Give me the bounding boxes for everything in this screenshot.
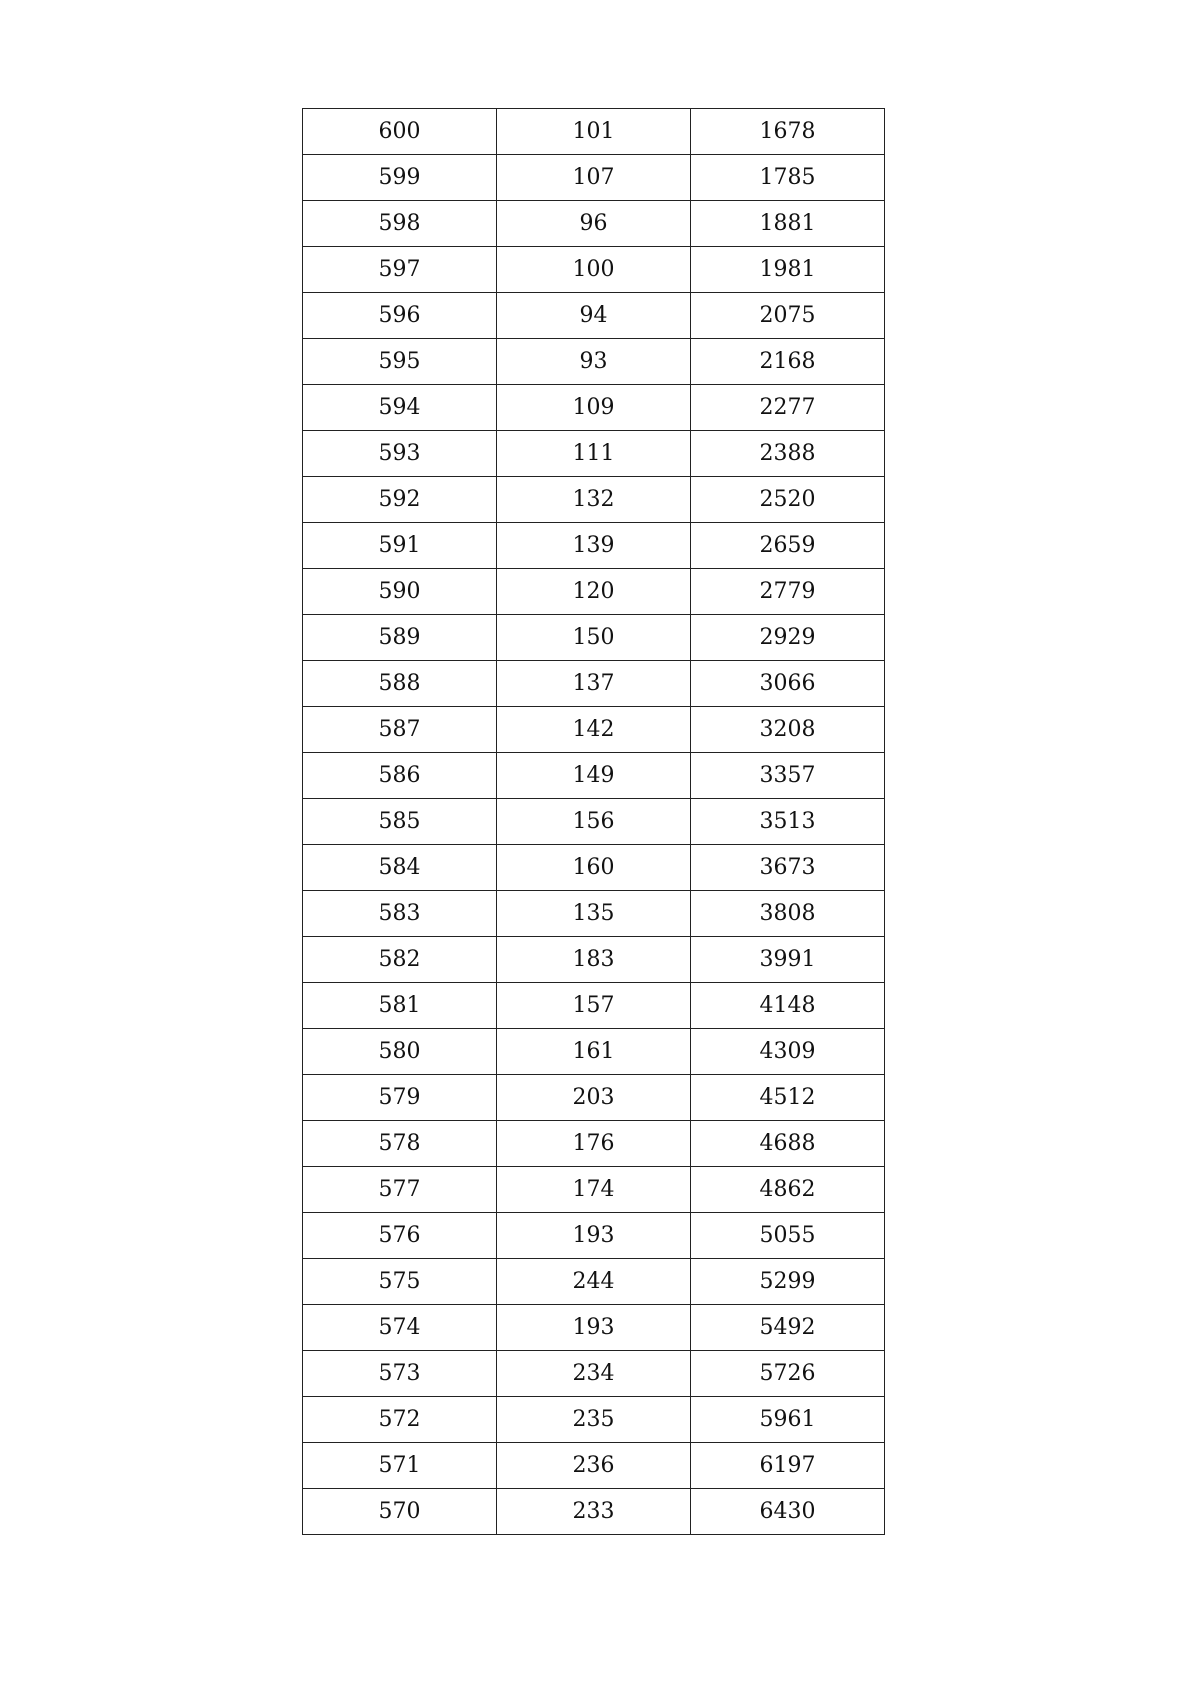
count-cell: 107 [497, 155, 691, 201]
score-cell: 582 [303, 937, 497, 983]
table-row [303, 753, 885, 799]
score-cell: 589 [303, 615, 497, 661]
score-cell: 592 [303, 477, 497, 523]
count-cell: 233 [497, 1489, 691, 1535]
table-row [303, 1259, 885, 1305]
cumulative-cell: 2779 [691, 569, 885, 615]
table-row [303, 1443, 885, 1489]
count-cell: 96 [497, 201, 691, 247]
score-cell: 598 [303, 201, 497, 247]
table-row [303, 707, 885, 753]
table-row [303, 109, 885, 155]
cumulative-cell: 1981 [691, 247, 885, 293]
table-row [303, 523, 885, 569]
count-cell: 139 [497, 523, 691, 569]
count-cell: 235 [497, 1397, 691, 1443]
cumulative-cell: 3991 [691, 937, 885, 983]
count-cell: 101 [497, 109, 691, 155]
table-row [303, 247, 885, 293]
score-cell: 572 [303, 1397, 497, 1443]
table-row [303, 1029, 885, 1075]
cumulative-cell: 2277 [691, 385, 885, 431]
cumulative-cell: 2520 [691, 477, 885, 523]
cumulative-cell: 3066 [691, 661, 885, 707]
table-row [303, 155, 885, 201]
score-cell: 581 [303, 983, 497, 1029]
table-row [303, 1489, 885, 1535]
cumulative-cell: 6197 [691, 1443, 885, 1489]
cumulative-cell: 4688 [691, 1121, 885, 1167]
score-cell: 599 [303, 155, 497, 201]
count-cell: 93 [497, 339, 691, 385]
score-cell: 584 [303, 845, 497, 891]
count-cell: 132 [497, 477, 691, 523]
table-body [303, 109, 885, 1535]
score-distribution-table [302, 108, 885, 1535]
count-cell: 100 [497, 247, 691, 293]
count-cell: 244 [497, 1259, 691, 1305]
table-row [303, 845, 885, 891]
table-row [303, 477, 885, 523]
count-cell: 142 [497, 707, 691, 753]
score-cell: 576 [303, 1213, 497, 1259]
cumulative-cell: 1881 [691, 201, 885, 247]
score-cell: 579 [303, 1075, 497, 1121]
score-cell: 588 [303, 661, 497, 707]
score-cell: 574 [303, 1305, 497, 1351]
score-cell: 587 [303, 707, 497, 753]
count-cell: 120 [497, 569, 691, 615]
cumulative-cell: 2659 [691, 523, 885, 569]
table-row [303, 1213, 885, 1259]
count-cell: 236 [497, 1443, 691, 1489]
score-cell: 571 [303, 1443, 497, 1489]
table-row [303, 1121, 885, 1167]
score-cell: 580 [303, 1029, 497, 1075]
cumulative-cell: 5961 [691, 1397, 885, 1443]
count-cell: 161 [497, 1029, 691, 1075]
count-cell: 111 [497, 431, 691, 477]
cumulative-cell: 6430 [691, 1489, 885, 1535]
table-row [303, 339, 885, 385]
cumulative-cell: 5492 [691, 1305, 885, 1351]
table-row [303, 891, 885, 937]
count-cell: 137 [497, 661, 691, 707]
count-cell: 157 [497, 983, 691, 1029]
cumulative-cell: 2388 [691, 431, 885, 477]
table-row [303, 1351, 885, 1397]
cumulative-cell: 4309 [691, 1029, 885, 1075]
cumulative-cell: 5055 [691, 1213, 885, 1259]
score-cell: 596 [303, 293, 497, 339]
count-cell: 193 [497, 1213, 691, 1259]
score-cell: 577 [303, 1167, 497, 1213]
score-cell: 590 [303, 569, 497, 615]
table-row [303, 385, 885, 431]
count-cell: 94 [497, 293, 691, 339]
count-cell: 193 [497, 1305, 691, 1351]
table-row [303, 293, 885, 339]
cumulative-cell: 5726 [691, 1351, 885, 1397]
count-cell: 160 [497, 845, 691, 891]
cumulative-cell: 2075 [691, 293, 885, 339]
count-cell: 156 [497, 799, 691, 845]
count-cell: 183 [497, 937, 691, 983]
score-cell: 593 [303, 431, 497, 477]
table-row [303, 1397, 885, 1443]
cumulative-cell: 4862 [691, 1167, 885, 1213]
score-cell: 586 [303, 753, 497, 799]
cumulative-cell: 2929 [691, 615, 885, 661]
cumulative-cell: 1678 [691, 109, 885, 155]
count-cell: 174 [497, 1167, 691, 1213]
count-cell: 176 [497, 1121, 691, 1167]
count-cell: 135 [497, 891, 691, 937]
cumulative-cell: 3357 [691, 753, 885, 799]
count-cell: 149 [497, 753, 691, 799]
cumulative-cell: 3513 [691, 799, 885, 845]
cumulative-cell: 3673 [691, 845, 885, 891]
table-row [303, 983, 885, 1029]
score-cell: 595 [303, 339, 497, 385]
score-cell: 578 [303, 1121, 497, 1167]
count-cell: 203 [497, 1075, 691, 1121]
table-row [303, 431, 885, 477]
score-cell: 585 [303, 799, 497, 845]
table-row [303, 1075, 885, 1121]
cumulative-cell: 2168 [691, 339, 885, 385]
score-cell: 597 [303, 247, 497, 293]
score-cell: 594 [303, 385, 497, 431]
table-row [303, 1305, 885, 1351]
table-row [303, 615, 885, 661]
cumulative-cell: 4148 [691, 983, 885, 1029]
cumulative-cell: 3808 [691, 891, 885, 937]
score-cell: 570 [303, 1489, 497, 1535]
table-row [303, 937, 885, 983]
score-cell: 600 [303, 109, 497, 155]
cumulative-cell: 1785 [691, 155, 885, 201]
table-row [303, 799, 885, 845]
cumulative-cell: 3208 [691, 707, 885, 753]
count-cell: 150 [497, 615, 691, 661]
table-row [303, 661, 885, 707]
table-row [303, 569, 885, 615]
count-cell: 109 [497, 385, 691, 431]
score-cell: 583 [303, 891, 497, 937]
table-row [303, 1167, 885, 1213]
cumulative-cell: 5299 [691, 1259, 885, 1305]
table-row [303, 201, 885, 247]
count-cell: 234 [497, 1351, 691, 1397]
cumulative-cell: 4512 [691, 1075, 885, 1121]
score-cell: 573 [303, 1351, 497, 1397]
score-cell: 575 [303, 1259, 497, 1305]
score-cell: 591 [303, 523, 497, 569]
